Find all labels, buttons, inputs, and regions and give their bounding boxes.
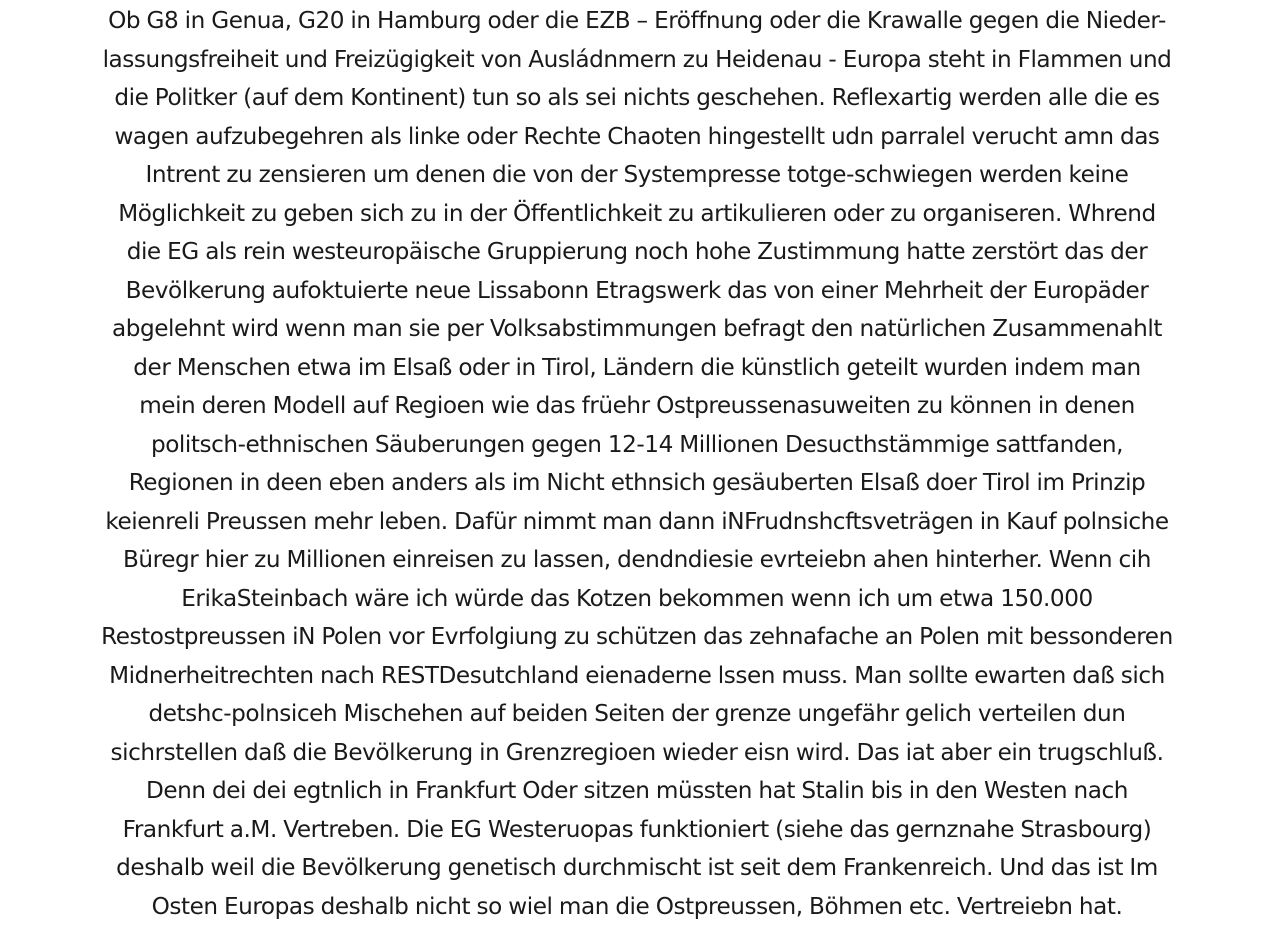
text-line: sichrstellen daß die Bevölkerung in Grenzregioen wieder eisn wird. Das iat aber ein trugschluß. (0, 734, 1274, 773)
text-line: die EG als rein westeuropäische Gruppierung noch hohe Zustimmung hatte zerstört das der (0, 233, 1274, 272)
text-line: Ob G8 in Genua, G20 in Hamburg oder die EZB – Eröffnung oder die Krawalle gegen die Nieder- (0, 2, 1274, 41)
text-line: ErikaSteinbach wäre ich würde das Kotzen bekommen wenn ich um etwa 150.000 (0, 580, 1274, 619)
text-line: detshc-polnsiceh Mischehen auf beiden Seiten der grenze ungefähr gelich verteilen dun (0, 695, 1274, 734)
text-line: abgelehnt wird wenn man sie per Volksabstimmungen befragt den natürlichen Zusammenahlt (0, 310, 1274, 349)
text-line: wagen aufzubegehren als linke oder Rechte Chaoten hingestellt udn parralel verucht amn das (0, 118, 1274, 157)
text-line: Intrent zu zensieren um denen die von der Systempresse totge-schwiegen werden keine (0, 156, 1274, 195)
text-line: lassungsfreiheit und Freizügigkeit von Ausládnmern zu Heidenau - Europa steht in Flammen und (0, 41, 1274, 80)
text-line: der Menschen etwa im Elsaß oder in Tirol, Ländern die künstlich geteilt wurden indem man (0, 349, 1274, 388)
text-line: Möglichkeit zu geben sich zu in der Öffentlichkeit zu artikulieren oder zu organiseren. Whrend (0, 195, 1274, 234)
text-line: Bevölkerung aufoktuierte neue Lissabonn Etragswerk das von einer Mehrheit der Europäder (0, 272, 1274, 311)
text-line: die Politker (auf dem Kontinent) tun so als sei nichts geschehen. Reflexartig werden alle die es (0, 79, 1274, 118)
text-line: Osten Europas deshalb nicht so wiel man die Ostpreussen, Böhmen etc. Vertreiebn hat. (0, 888, 1274, 926)
text-line: Restostpreussen iN Polen vor Evrfolgiung zu schützen das zehnafache an Polen mit bessonderen (0, 618, 1274, 657)
text-line: politsch-ethnischen Säuberungen gegen 12-14 Millionen Desucthstämmige sattfanden, (0, 426, 1274, 465)
text-line: keienreli Preussen mehr leben. Dafür nimmt man dann iNFrudnshcftsveträgen in Kauf polnsiche (0, 503, 1274, 542)
text-line: Büregr hier zu Millionen einreisen zu lassen, dendndiesie evrteiebn ahen hinterher. Wenn cih (0, 541, 1274, 580)
text-line: Midnerheitrechten nach RESTDesutchland eienaderne lssen muss. Man sollte ewarten daß sich (0, 657, 1274, 696)
text-line: Regionen in deen eben anders als im Nicht ethnsich gesäuberten Elsaß doer Tirol im Prinzip (0, 464, 1274, 503)
text-line: Frankfurt a.M. Vertreben. Die EG Westeruopas funktioniert (siehe das gernznahe Strasbourg) (0, 811, 1274, 850)
text-line: Denn dei dei egtnlich in Frankfurt Oder sitzen müssten hat Stalin bis in den Westen nach (0, 772, 1274, 811)
text-line: deshalb weil die Bevölkerung genetisch durchmischt ist seit dem Frankenreich. Und das ist Im (0, 849, 1274, 888)
text-line: mein deren Modell auf Regioen wie das früehr Ostpreussenasuweiten zu können in denen (0, 387, 1274, 426)
